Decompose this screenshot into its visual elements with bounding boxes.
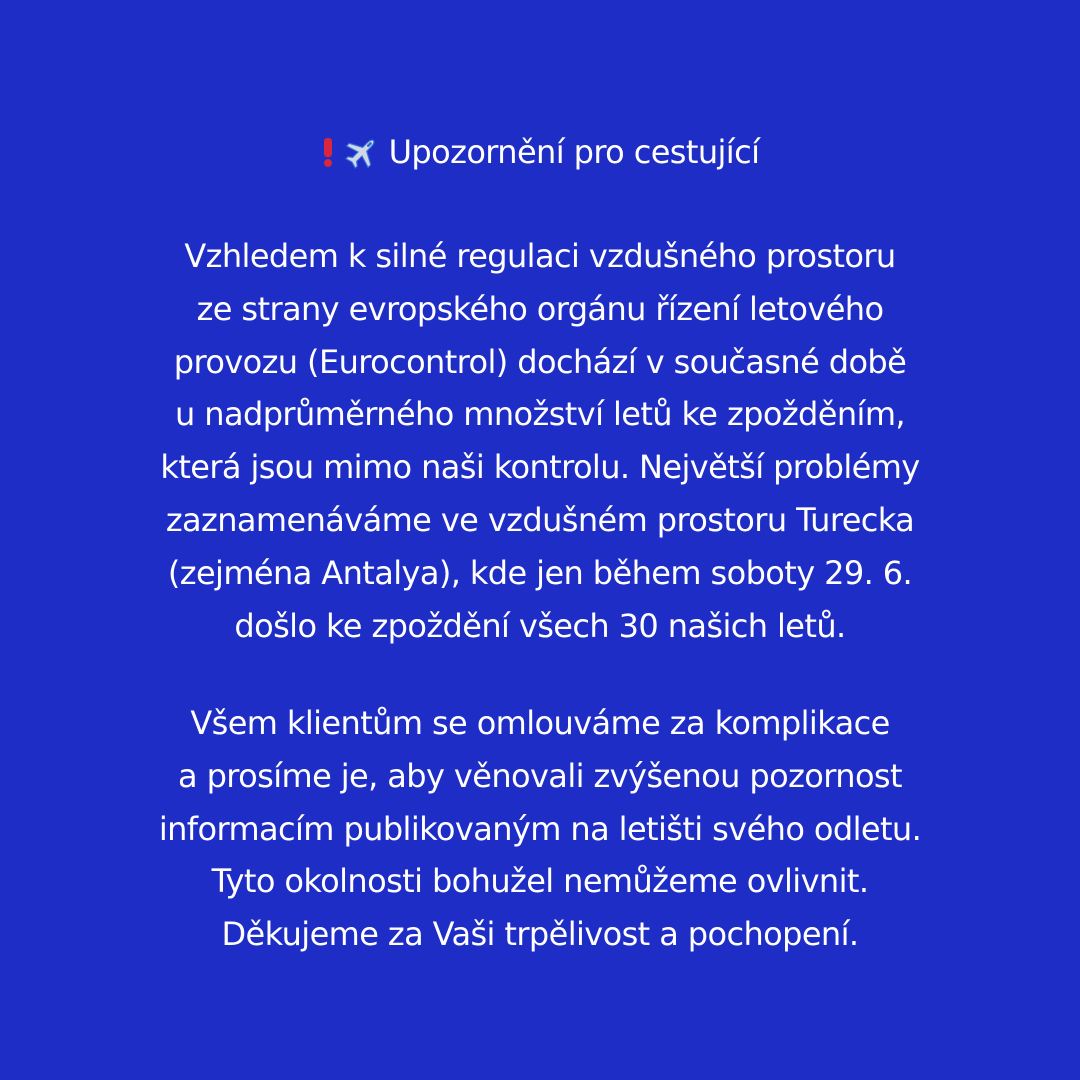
paragraph-2	[0, 697, 1080, 961]
paragraph-line: Děkujeme za Vaši trpělivost a pochopení.	[221, 915, 859, 954]
paragraph-line: informacím publikovaným na letišti svého odletu.	[158, 809, 922, 848]
exclamation-icon	[321, 132, 335, 172]
paragraph-line: ze strany evropského orgánu řízení letového	[196, 289, 884, 328]
paragraph-line: Tyto okolnosti bohužel nemůžeme ovlivnit.	[211, 862, 869, 901]
paragraph-line: (zejména Antalya), kde jen během soboty 29. 6.	[167, 553, 913, 592]
paragraph-line: u nadprůměrného množství letů ke zpožděním,	[175, 395, 905, 434]
paragraph-line: došlo ke zpoždění všech 30 našich letů.	[234, 606, 846, 645]
paragraph-line: která jsou mimo naši kontrolu. Největší problémy	[160, 448, 920, 487]
paragraph-line: a prosíme je, aby věnovali zvýšenou pozornost	[178, 756, 902, 795]
paragraph-line: zaznamenáváme ve vzdušném prostoru Turecka	[165, 500, 915, 539]
paragraph-line: provozu (Eurocontrol) dochází v současné době	[173, 342, 907, 381]
paragraph-line: Všem klientům se omlouváme za komplikace	[190, 704, 890, 742]
airplane-icon	[343, 132, 381, 172]
page-title: Upozornění pro cestující	[388, 133, 760, 171]
title-row	[0, 126, 1080, 179]
paragraph-line: Vzhledem k silné regulaci vzdušného prostoru	[184, 237, 896, 275]
paragraph-1	[0, 230, 1080, 652]
